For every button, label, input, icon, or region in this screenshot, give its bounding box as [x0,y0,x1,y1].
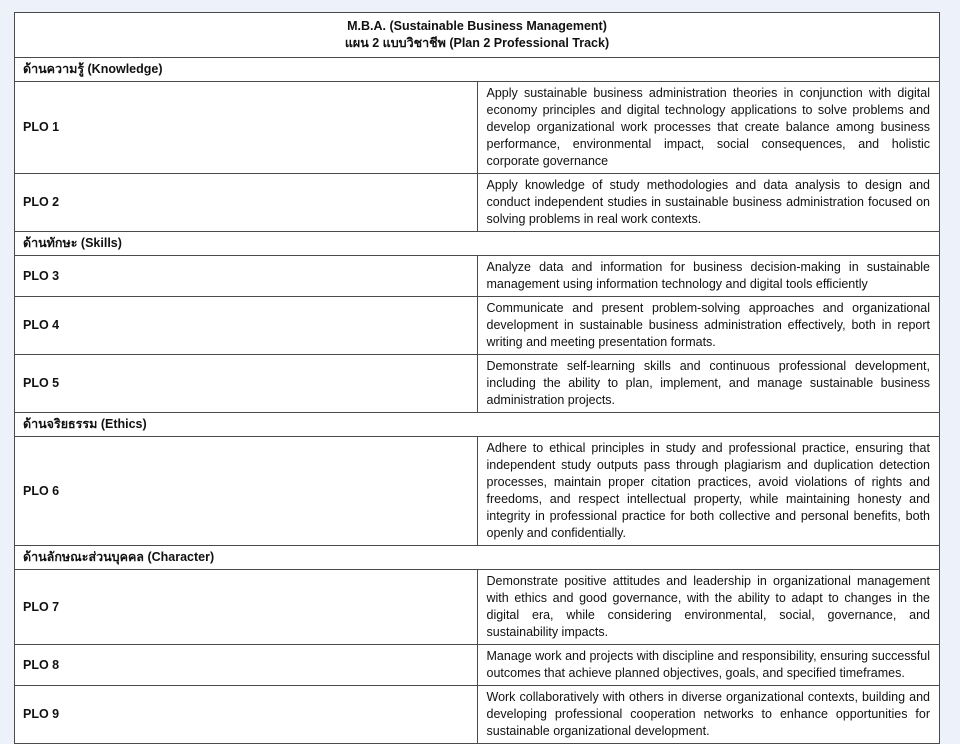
plan-subtitle: แผน 2 แบบวิชาชีพ (Plan 2 Professional Track) [344,36,610,50]
table-row-plo6 [15,437,940,546]
plo2-description: Apply knowledge of study methodologies and data analysis to design and conduct independent studies in sustainable business administration focused on solving problems in real work contexts. [477,174,940,232]
plo4-code: PLO 4 [15,297,478,355]
plo4-description: Communicate and present problem-solving approaches and organizational development in sustainable business administration effectively, both in report writing and meeting presentation formats. [477,297,940,355]
table-row-plo8 [15,645,940,686]
section-row-skills [15,232,940,256]
section-row-ethics [15,413,940,437]
plo6-code: PLO 6 [15,437,478,546]
table-row-plo5 [15,355,940,413]
section-row-knowledge [15,58,940,82]
table-row-plo7 [15,570,940,645]
plo6-description: Adhere to ethical principles in study and professional practice, ensuring that independent study outputs pass through plagiarism and duplication detection processes, maintain proper citation practices, avoid violations of rights and freedoms, and respect intellectual property, while maintaining honesty and integrity in professional practice for both collective and personal benefits, both openly and confidentially. [477,437,940,546]
section-label-skills: ด้านทักษะ (Skills) [15,232,940,256]
plo5-code: PLO 5 [15,355,478,413]
plo7-description: Demonstrate positive attitudes and leadership in organizational management with ethics and good governance, with the ability to adapt to changes in the digital era, while considering environmental, social, governance, and sustainability impacts. [477,570,940,645]
plo3-description: Analyze data and information for business decision-making in sustainable management using information technology and digital tools efficiently [477,256,940,297]
plo1-description: Apply sustainable business administration theories in conjunction with digital economy principles and digital technology applications to solve problems and develop organizational work processes that create balance among business performance, environmental impact, social consequences, and holistic corporate governance [477,82,940,174]
section-label-ethics: ด้านจริยธรรม (Ethics) [15,413,940,437]
plo8-code: PLO 8 [15,645,478,686]
table-row-plo4 [15,297,940,355]
plo-table [14,12,940,744]
section-label-knowledge: ด้านความรู้ (Knowledge) [15,58,940,82]
plo2-code: PLO 2 [15,174,478,232]
table-title [15,13,940,58]
table-row-plo2 [15,174,940,232]
plo1-code: PLO 1 [15,82,478,174]
section-row-character [15,546,940,570]
table-row-plo3 [15,256,940,297]
plo3-code: PLO 3 [15,256,478,297]
title-row [15,13,940,58]
plo9-description: Work collaboratively with others in diverse organizational contexts, building and developing professional cooperation networks to enhance opportunities for sustainable organizational development. [477,686,940,744]
plo5-description: Demonstrate self-learning skills and continuous professional development, including the ability to plan, implement, and manage sustainable business administration projects. [477,355,940,413]
program-title: M.B.A. (Sustainable Business Management) [347,19,607,33]
table-row-plo1 [15,82,940,174]
plo9-code: PLO 9 [15,686,478,744]
plo7-code: PLO 7 [15,570,478,645]
plo8-description: Manage work and projects with discipline and responsibility, ensuring successful outcomes that achieve planned objectives, goals, and specified timeframes. [477,645,940,686]
table-row-plo9 [15,686,940,744]
section-label-character: ด้านลักษณะส่วนบุคคล (Character) [15,546,940,570]
